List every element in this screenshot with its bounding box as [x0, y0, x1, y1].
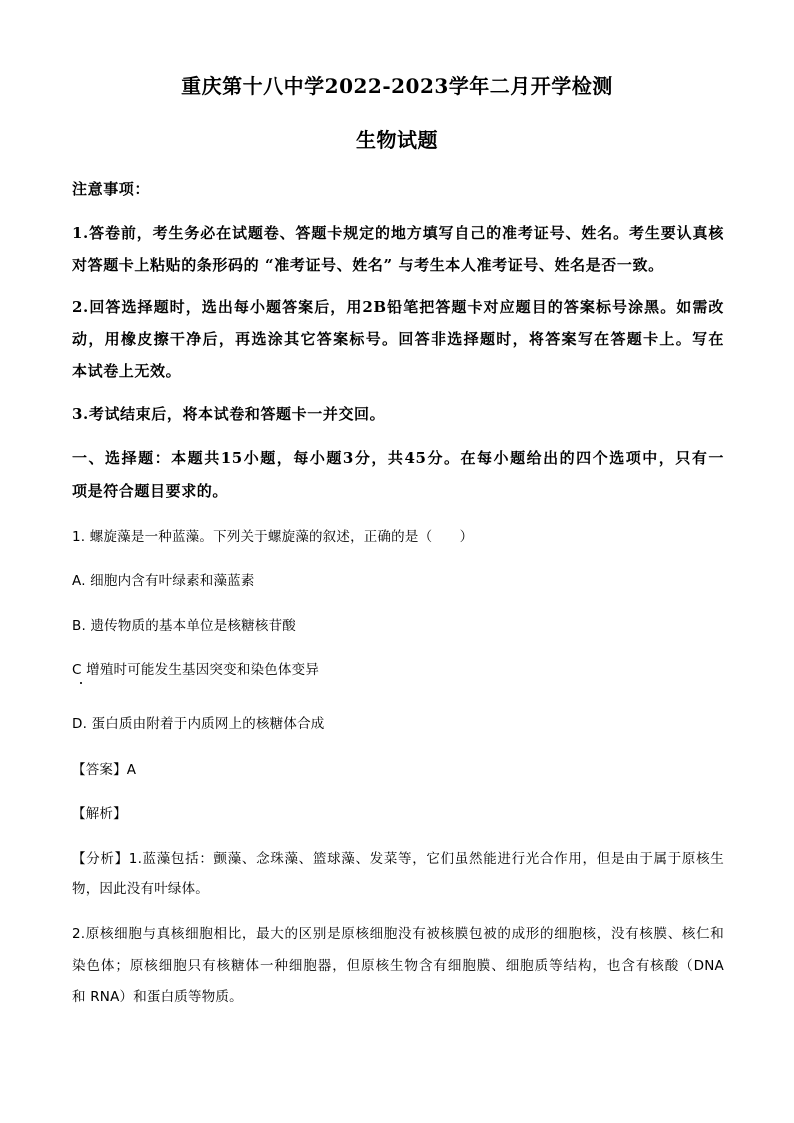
notice-item-2-line-1: 2.回答选择题时，选出每小题答案后，用2B铅笔把答题卡对应题目的答案标号涂黑。如需改 — [72, 298, 724, 316]
analysis-line-3: 2.原核细胞与真核细胞相比，最大的区别是原核细胞没有被核膜包被的成形的细胞核，没有核膜、核仁和 — [72, 926, 724, 942]
section-heading-line-1: 一、选择题：本题共15小题，每小题3分，共45分。在每小题给出的四个选项中，只有一 — [72, 449, 724, 467]
notice-item-2-line-3: 本试卷上无效。 — [72, 362, 182, 380]
question-1-option-a: A. 细胞内含有叶绿素和藻蓝素 — [72, 573, 255, 589]
question-1-option-c: C 增殖时可能发生基因突变和染色体变异 — [72, 662, 320, 678]
question-1-answer: 【答案】A — [72, 762, 137, 778]
notice-item-1-line-2: 对答题卡上粘贴的条形码的 “准考证号、姓名” 与考生本人准考证号、姓名是否一致。 — [72, 256, 664, 274]
notice-item-1-line-1: 1.答卷前，考生务必在试题卷、答题卡规定的地方填写自己的准考证号、姓名。考生要认真核 — [72, 224, 724, 242]
question-1-analysis-label: 【解析】 — [72, 806, 127, 822]
question-1-stem: 1. 螺旋藻是一种蓝藻。下列关于螺旋藻的叙述，正确的是（ ） — [72, 529, 474, 545]
section-heading-line-2: 项是符合题目要求的。 — [72, 482, 229, 500]
notice-item-2-line-2: 动，用橡皮擦干净后，再选涂其它答案标号。回答非选择题时，将答案写在答题卡上。写在 — [72, 330, 724, 348]
option-c-period-mark — [80, 682, 82, 684]
analysis-line-4: 染色体；原核细胞只有核糖体一种细胞器，但原核生物含有细胞膜、细胞质等结构，也含有核酸（DNA — [72, 958, 724, 974]
analysis-line-1: 【分析】1.蓝藻包括：颤藻、念珠藻、篮球藻、发菜等，它们虽然能进行光合作用，但是由于属于原核生 — [72, 851, 724, 867]
analysis-line-5: 和 RNA）和蛋白质等物质。 — [72, 989, 243, 1005]
analysis-line-2: 物，因此没有叶绿体。 — [72, 881, 209, 897]
question-1-option-d: D. 蛋白质由附着于内质网上的核糖体合成 — [72, 716, 325, 732]
exam-title: 重庆第十八中学2022-2023学年二月开学检测 — [181, 74, 613, 98]
notice-heading: 注意事项： — [72, 180, 151, 198]
notice-item-3: 3.考试结束后，将本试卷和答题卡一并交回。 — [72, 405, 386, 423]
question-1-option-b: B. 遗传物质的基本单位是核糖核苷酸 — [72, 618, 296, 634]
exam-subtitle: 生物试题 — [356, 128, 438, 152]
